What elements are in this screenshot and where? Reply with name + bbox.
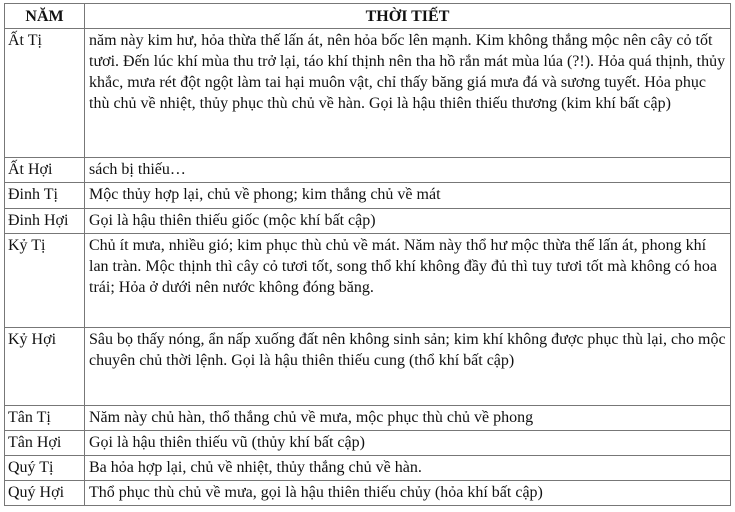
weather-cell: Gọi là hậu thiên thiếu giốc (mộc khí bất cập)	[85, 209, 731, 234]
weather-cell: Ba hỏa hợp lại, chủ về nhiệt, thủy thắng chủ về hàn.	[85, 456, 731, 481]
weather-cell: sách bị thiếu…	[85, 158, 731, 183]
table-row	[5, 158, 731, 183]
year-cell: Kỷ Hợi	[5, 328, 85, 406]
year-cell: Đinh Tị	[5, 183, 85, 209]
year-cell: Tân Hợi	[5, 431, 85, 456]
weather-table	[4, 3, 731, 506]
table-row	[5, 406, 731, 431]
weather-cell: Mộc thủy hợp lại, chủ về phong; kim thắng chủ về mát	[85, 183, 731, 209]
weather-cell: Gọi là hậu thiên thiếu vũ (thủy khí bất cập)	[85, 431, 731, 456]
weather-cell: Chủ ít mưa, nhiều gió; kim phục thù chủ về mát. Năm này thổ hư mộc thừa thế lấn át, phong khí lan tràn. Mộc thịnh thì cây cỏ tươi tốt, song thổ khí không đầy đủ thì tuy tươi tốt mà không có hoa trái; Hỏa ở dưới nên nước không đóng băng.	[85, 234, 731, 328]
weather-cell: Sâu bọ thấy nóng, ẩn nấp xuống đất nên không sinh sản; kim khí không được phục thù lại, cho mộc chuyên chủ thời lệnh. Gọi là hậu thiên thiếu cung (thổ khí bất cập)	[85, 328, 731, 406]
table-row	[5, 209, 731, 234]
year-cell: Ất Tị	[5, 29, 85, 158]
year-cell: Đinh Hợi	[5, 209, 85, 234]
year-cell: Tân Tị	[5, 406, 85, 431]
table-row	[5, 183, 731, 209]
year-cell: Ất Hợi	[5, 158, 85, 183]
table-row	[5, 234, 731, 328]
header-year: NĂM	[5, 4, 85, 29]
table-row	[5, 431, 731, 456]
weather-cell: Năm này chủ hàn, thổ thắng chủ về mưa, mộc phục thù chủ về phong	[85, 406, 731, 431]
header-weather: THỜI TIẾT	[85, 4, 731, 29]
year-cell: Quý Tị	[5, 456, 85, 481]
table-header-row	[5, 4, 731, 29]
table-row	[5, 456, 731, 481]
table-row	[5, 328, 731, 406]
year-cell: Kỷ Tị	[5, 234, 85, 328]
weather-cell: Thổ phục thù chủ về mưa, gọi là hậu thiên thiếu chủy (hỏa khí bất cập)	[85, 481, 731, 506]
table-row	[5, 29, 731, 158]
year-cell: Quý Hợi	[5, 481, 85, 506]
weather-cell: năm này kim hư, hỏa thừa thế lấn át, nên hỏa bốc lên mạnh. Kim không thắng mộc nên cây cỏ tốt tươi. Đến lúc khí mùa thu trở lại, táo khí thịnh nên tha hồ rắn mát mùa lúa (?!). Hỏa quá thịnh, thủy khắc, mưa rét đột ngột làm tai hại muôn vật, chỉ thấy băng giá mưa đá và sương tuyết. Hỏa phục thù chủ về nhiệt, thủy phục thù chủ về hàn. Gọi là hậu thiên thiếu thương (kim khí bất cập)	[85, 29, 731, 158]
table-row	[5, 481, 731, 506]
